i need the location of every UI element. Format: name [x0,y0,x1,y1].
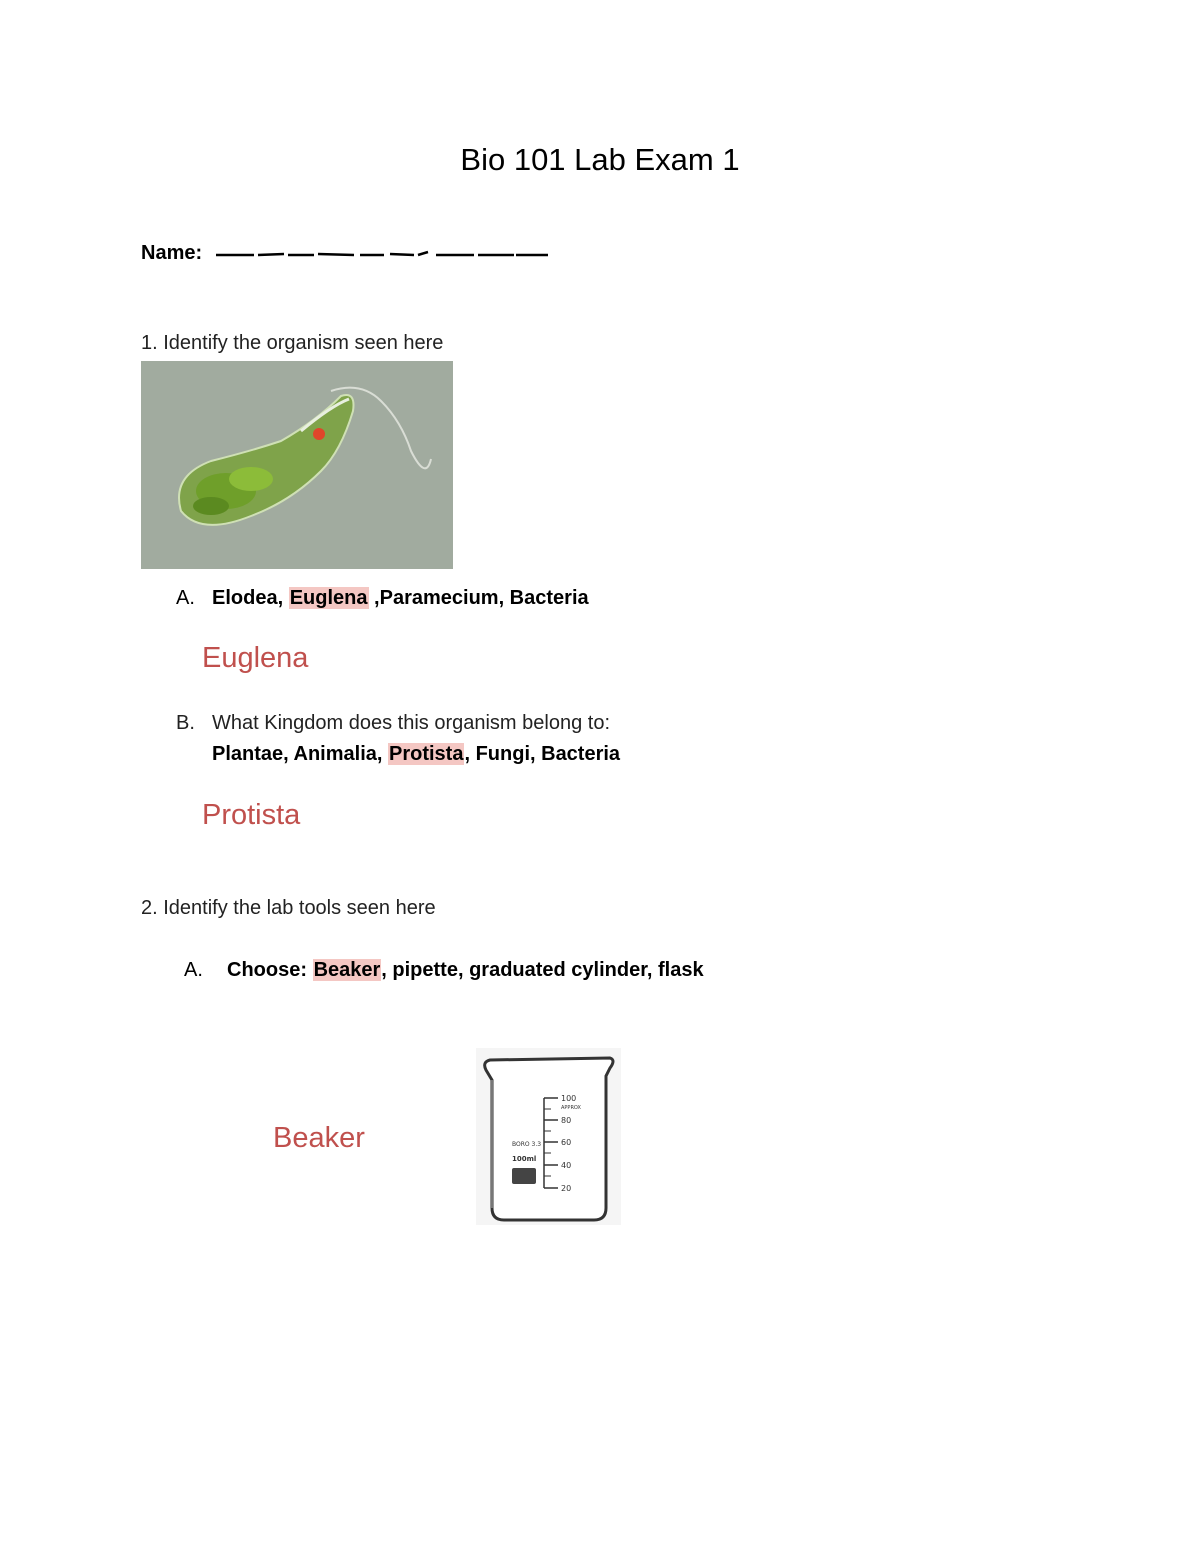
highlighted-answer-option: Beaker [313,959,381,981]
name-signature-scribble [214,243,554,259]
name-label: Name: [141,242,203,264]
beaker-image [476,1048,621,1225]
question-1-prompt: 1. Identify the organism seen here [141,332,444,354]
beaker-brand: BORO 3.3 [512,1141,542,1148]
euglena-micrograph [141,361,453,569]
question-2a-marker: A. [184,959,203,981]
option-text: Elodea, [212,587,289,609]
question-1b-text: What Kingdom does this organism belong to: [212,712,610,734]
page-title: Bio 101 Lab Exam 1 [460,142,740,177]
beaker-mark-20: 20 [561,1184,572,1193]
beaker-mark-80: 80 [561,1116,572,1125]
question-1a-answer: Euglena [202,642,309,674]
question-1b-options [212,743,620,766]
question-2a-options [184,959,704,982]
question-2-prompt: 2. Identify the lab tools seen here [141,897,436,919]
option-text: ,Paramecium, Bacteria [368,587,589,609]
name-field [141,242,554,265]
question-1a-marker: A. [176,587,195,609]
beaker-mark-approx: APPROX [561,1105,581,1111]
question-2a-answer: Beaker [273,1122,365,1154]
question-1b-prompt [176,712,610,735]
option-text: , pipette, graduated cylinder, flask [381,959,704,981]
question-1b-answer: Protista [202,799,301,831]
option-text: , Fungi, Bacteria [464,743,621,765]
beaker-mark-60: 60 [561,1138,572,1147]
highlighted-answer-option: Euglena [289,587,368,609]
beaker-mark-100: 100 [561,1094,577,1103]
highlighted-answer-option: Protista [389,743,464,765]
beaker-mark-40: 40 [561,1161,572,1170]
option-text: Choose: [227,959,313,981]
question-1b-marker: B. [176,712,195,734]
beaker-label-patch [512,1168,536,1184]
option-text: Plantae, Animalia, [212,743,388,765]
beaker-volume: 100ml [512,1155,537,1163]
question-1a-options [176,587,589,610]
